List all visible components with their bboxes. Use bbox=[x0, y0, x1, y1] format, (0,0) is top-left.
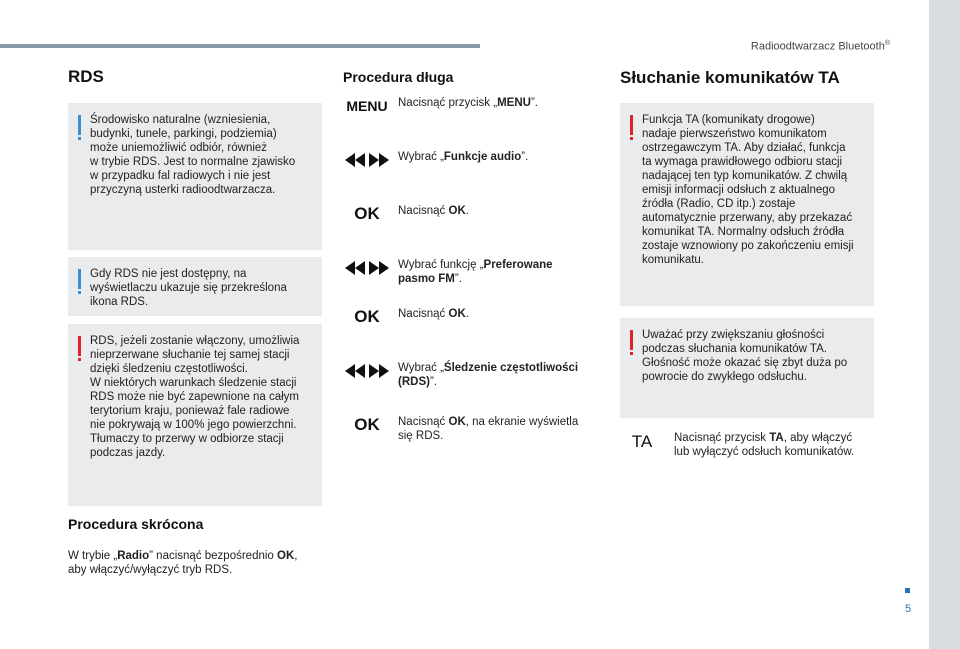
step-text: Wybrać „Śledzenie częstotliwości (RDS)”. bbox=[398, 362, 579, 388]
warning-icon bbox=[78, 336, 81, 356]
warning-box-ta-function bbox=[620, 103, 874, 306]
ok-button-icon: OK bbox=[354, 204, 380, 223]
step-6 bbox=[343, 361, 593, 401]
long-procedure-title: Procedura długa bbox=[343, 69, 454, 85]
step-2 bbox=[343, 150, 593, 190]
short-procedure-text: W trybie „Radio” nacisnąć bezpośrednio OK, aby włączyć/wyłączyć tryb RDS. bbox=[68, 550, 298, 576]
ta-button-icon: TA bbox=[631, 432, 653, 451]
warning-icon bbox=[630, 330, 633, 350]
info-icon bbox=[78, 269, 81, 289]
rds-title: RDS bbox=[68, 67, 104, 86]
step-1 bbox=[343, 96, 593, 136]
ta-title: Słuchanie komunikatów TA bbox=[620, 68, 840, 87]
arrows-icon bbox=[343, 258, 391, 278]
page-marker bbox=[905, 588, 910, 593]
step-text: Wybrać „Funkcje audio”. bbox=[398, 151, 529, 163]
menu-button-icon: MENU bbox=[346, 98, 388, 114]
warning-icon bbox=[630, 115, 633, 135]
arrows-icon bbox=[343, 150, 391, 170]
header-bar bbox=[0, 44, 480, 48]
step-text: Nacisnąć OK, na ekranie wyświetla się RDS. bbox=[398, 416, 579, 442]
info-box-rds-unavailable bbox=[68, 257, 322, 316]
short-procedure-title: Procedura skrócona bbox=[68, 516, 204, 532]
warning-text: Funkcja TA (komunikaty drogowe) nadaje pierwszeństwo komunikatom ostrzegawczym TA. Aby działać, funkcja ta wymaga prawidłowego odbioru stacji nadającej ten typ komunikatów. Z chwilą emisji informacji odsłuch z aktualnego źródła (Radio, CD itp.) zostaje automatycznie przerwany, aby przekazać komunikat TA. Normalny odsłuch źródła zostaje wznowiony po zakończeniu emisji komunikatu. bbox=[642, 114, 854, 266]
ok-button-icon: OK bbox=[354, 415, 380, 434]
info-text: Środowisko naturalne (wzniesienia, budynki, tunele, parkingi, podziemia) może uniemożliwić odbiór, również w trybie RDS. Jest to normalne zjawisko w przypadku fal radiowych i nie jest przyczyną usterki radioodtwarzacza. bbox=[90, 114, 296, 196]
ta-instruction-text: Nacisnąć przycisk TA, aby włączyć lub wyłączyć odsłuch komunikatów. bbox=[674, 432, 855, 458]
warning-text: RDS, jeżeli zostanie włączony, umożliwia nieprzerwane słuchanie tej samej stacji dzięki śledzeniu częstotliwości. W niektórych warunkach śledzenie stacji RDS może nie być zapewnione na całym terytorium kraju, ponieważ fale radiowe nie pokrywają w 100% jego powierzchni. Tłumaczy to przerwy w odbiorze stacji podczas jazdy. bbox=[90, 335, 300, 459]
info-icon bbox=[78, 115, 81, 135]
step-text: Nacisnąć OK. bbox=[398, 205, 469, 217]
side-strip bbox=[929, 0, 960, 649]
warning-box-rds bbox=[68, 324, 322, 506]
step-4 bbox=[343, 258, 593, 298]
warning-icon-dot bbox=[630, 137, 633, 140]
ok-button-icon: OK bbox=[354, 307, 380, 326]
warning-box-volume bbox=[620, 318, 874, 418]
warning-icon-dot bbox=[630, 352, 633, 355]
step-7 bbox=[343, 415, 593, 455]
warning-text: Uważać przy zwiększaniu głośności podczas słuchania komunikatów TA. Głośność może okazać się zbyt duża po powrocie do zwykłego odsłuchu. bbox=[642, 329, 848, 383]
arrows-icon bbox=[343, 361, 391, 381]
warning-icon-dot bbox=[78, 358, 81, 361]
page-number: 5 bbox=[905, 603, 912, 615]
step-text: Nacisnąć OK. bbox=[398, 308, 469, 320]
step-3 bbox=[343, 204, 593, 244]
page-header: Radioodtwarzacz Bluetooth® bbox=[750, 40, 890, 53]
info-text: Gdy RDS nie jest dostępny, na wyświetlaczu ukazuje się przekreślona ikona RDS. bbox=[90, 268, 287, 308]
info-icon-dot bbox=[78, 291, 81, 294]
info-icon-dot bbox=[78, 137, 81, 140]
step-text: Nacisnąć przycisk „MENU”. bbox=[398, 97, 538, 109]
step-5 bbox=[343, 307, 593, 347]
step-text: Wybrać funkcję „Preferowane pasmo FM”. bbox=[398, 259, 553, 285]
info-box-environment bbox=[68, 103, 322, 250]
